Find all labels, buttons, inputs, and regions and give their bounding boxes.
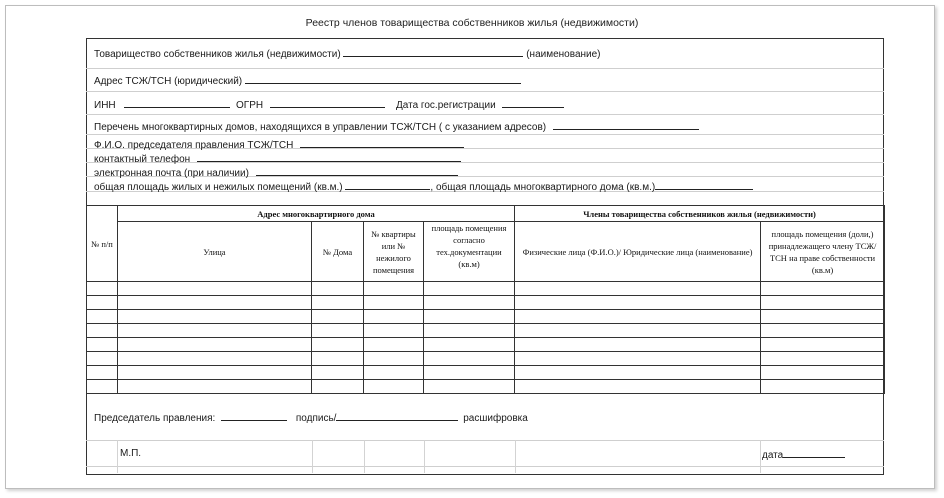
signature-blank[interactable] (336, 411, 458, 421)
date-label: дата (762, 450, 784, 461)
partnership-label: Товарищество собственников жилья (недвижимости) (94, 49, 341, 60)
col-share-header: площадь помещения (доли,) принадлежащего члену ТСЖ/ТСН на праве собственности (кв.м) (761, 222, 885, 282)
chairman-field (94, 138, 464, 151)
grid-line (86, 440, 884, 441)
partnership-blank[interactable] (343, 47, 523, 57)
houses-label: Перечень многоквартирных домов, находящихся в управлении ТСЖ/ТСН ( с указанием адресов) (94, 122, 547, 133)
col-area-header: площадь помещения согласно тех.документации (кв.м) (424, 222, 515, 282)
email-blank[interactable] (256, 166, 458, 176)
area-blank-2[interactable] (655, 180, 753, 190)
chairman-sign-label: Председатель правления: (94, 413, 216, 424)
grid-line (515, 440, 516, 473)
grid-line (86, 134, 884, 135)
ogrn-field (236, 98, 385, 111)
address-label: Адрес ТСЖ/ТСН (юридический) (94, 76, 243, 87)
reg-date-label: Дата гос.регистрации (396, 100, 496, 111)
table-row (87, 296, 885, 310)
table-row (87, 324, 885, 338)
col-apartment-header: № квартиры или № нежилого помещения (364, 222, 424, 282)
date-blank[interactable] (783, 448, 845, 458)
grid-line (424, 440, 425, 473)
table-row (87, 282, 885, 296)
grid-line (364, 440, 365, 473)
email-field (94, 166, 458, 179)
chairman-name-label: Ф.И.О. председателя правления ТСЖ/ТСН (94, 140, 294, 151)
address-group-header: Адрес многоквартирного дома (118, 206, 515, 222)
reg-date-field (396, 98, 564, 111)
chairman-sign-blank[interactable] (221, 411, 287, 421)
grid-line (86, 91, 884, 92)
grid-line (117, 440, 118, 473)
area-field (94, 180, 753, 193)
inn-label: ИНН (94, 100, 116, 111)
phone-label: контактный телефон (94, 154, 191, 165)
partnership-suffix: (наименование) (526, 49, 601, 60)
members-group-header: Члены товарищества собственников жилья (недвижимости) (515, 206, 885, 222)
chairman-signature-row (94, 411, 528, 424)
phone-blank[interactable] (197, 152, 461, 162)
table-row (87, 352, 885, 366)
partnership-field (94, 47, 601, 60)
col-persons-header: Физические лица (Ф.И.О.)/ Юридические лица (наименование) (515, 222, 761, 282)
area-label-2: , общая площадь многоквартирного дома (кв.м.) (430, 182, 656, 193)
ogrn-blank[interactable] (270, 98, 385, 108)
ogrn-label: ОГРН (236, 100, 264, 111)
email-label: электронная почта (при наличии) (94, 168, 249, 179)
houses-blank[interactable] (553, 120, 699, 130)
grid-line (760, 440, 761, 473)
col-street-header: Улица (118, 222, 312, 282)
document-title: Реестр членов товарищества собственников жилья (недвижимости) (305, 17, 639, 29)
stamp-label: М.П. (120, 448, 142, 459)
decoding-label: расшифровка (463, 413, 528, 424)
houses-field (94, 120, 699, 133)
address-blank[interactable] (245, 74, 521, 84)
grid-line (86, 68, 884, 69)
grid-line (86, 114, 884, 115)
inn-field (94, 98, 230, 111)
col-house-header: № Дома (312, 222, 364, 282)
inn-blank[interactable] (124, 98, 230, 108)
chairman-blank[interactable] (300, 138, 464, 148)
area-blank[interactable] (345, 180, 430, 190)
reg-date-blank[interactable] (502, 98, 564, 108)
table-row (87, 380, 885, 394)
registry-table (86, 205, 885, 394)
grid-line (312, 440, 313, 473)
grid-line (86, 466, 884, 467)
phone-field (94, 152, 461, 165)
table-row (87, 338, 885, 352)
date-field (762, 448, 845, 461)
table-row (87, 310, 885, 324)
col-num-header: № п/п (87, 206, 118, 282)
table-row (87, 366, 885, 380)
address-field (94, 74, 521, 87)
signature-label: подпись/ (295, 413, 337, 424)
area-label: общая площадь жилых и нежилых помещений (кв.м.) (94, 182, 343, 193)
